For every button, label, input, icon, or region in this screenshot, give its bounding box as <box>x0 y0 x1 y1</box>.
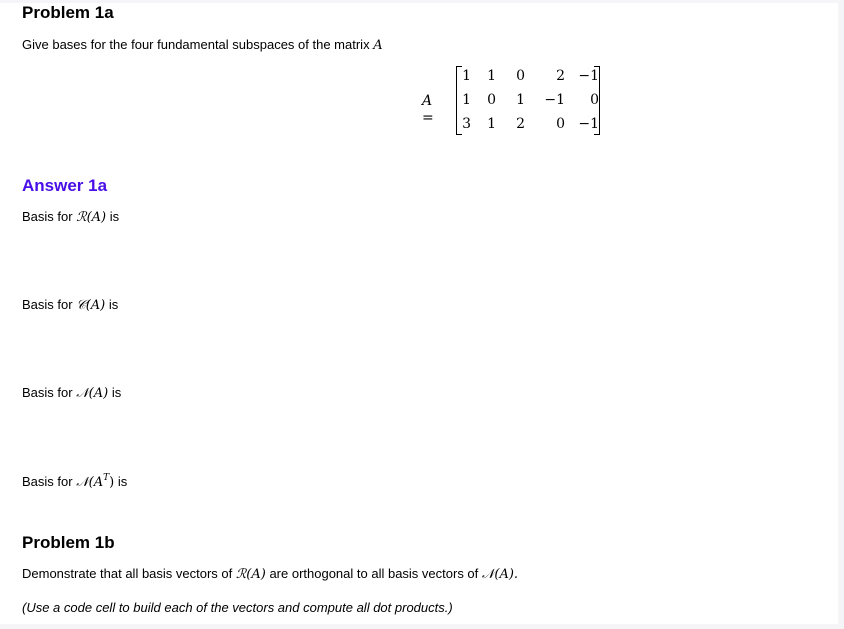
matrix-lhs-label: A = <box>422 93 434 126</box>
basis-row-space <box>22 209 119 225</box>
problem-1a-prompt-text: Give bases for the four fundamental subspaces of the matrix <box>22 37 370 52</box>
basis-suffix: is <box>109 209 120 224</box>
basis-column-space <box>22 297 118 313</box>
problem-1a-prompt <box>22 37 383 53</box>
problem-1b-title: Problem 1b <box>22 533 115 552</box>
matrix-cell: −1 <box>578 116 599 132</box>
matrix-cell: 2 <box>516 116 525 132</box>
space-argument: (A) <box>86 210 107 225</box>
space-argument: (A) <box>246 567 266 582</box>
bottom-edge <box>0 624 844 629</box>
right-edge <box>838 0 844 629</box>
problem-1b-instruction: (Use a code cell to build each of the vectors and compute all dot products.) <box>22 600 453 615</box>
basis-left-null-space <box>22 474 127 490</box>
space-argument: (A). <box>494 567 519 582</box>
problem-1a-title: Problem 1a <box>22 3 114 22</box>
matrix-cell: 1 <box>487 116 496 132</box>
problem-1a-prompt-var: A <box>373 38 383 53</box>
basis-prefix: Basis for <box>22 385 73 400</box>
matrix-cell: 0 <box>590 92 599 108</box>
matrix-lhs <box>422 92 434 126</box>
matrix-cell: 1 <box>487 68 496 84</box>
null-space-symbol: 𝒩 <box>76 386 89 401</box>
basis-prefix: Basis for <box>22 297 73 312</box>
matrix-cell: 2 <box>556 68 565 84</box>
basis-prefix: Basis for <box>22 209 73 224</box>
matrix-cell: 0 <box>487 92 496 108</box>
transpose-superscript: T <box>103 473 110 483</box>
space-argument-close: ) <box>109 475 115 490</box>
basis-suffix: is <box>117 474 128 489</box>
space-argument: (A) <box>85 298 106 313</box>
matrix-cell: 1 <box>462 92 471 108</box>
row-space-symbol: ℛ <box>235 567 247 582</box>
basis-suffix: is <box>108 297 119 312</box>
matrix-cell: 1 <box>462 68 471 84</box>
matrix-cell: −1 <box>544 92 565 108</box>
column-space-symbol: 𝒞 <box>76 298 86 313</box>
space-argument-open: (A <box>88 475 104 490</box>
matrix-cell: 0 <box>556 116 565 132</box>
matrix-cell: 3 <box>462 116 471 132</box>
problem-1b-text-a: Demonstrate that all basis vectors of <box>22 566 233 581</box>
problem-1b-text-b: are orthogonal to all basis vectors of <box>269 566 479 581</box>
basis-null-space <box>22 385 121 401</box>
top-edge <box>0 0 844 3</box>
row-space-symbol: ℛ <box>76 210 87 225</box>
basis-prefix: Basis for <box>22 474 73 489</box>
basis-suffix: is <box>111 385 122 400</box>
null-space-symbol: 𝒩 <box>481 567 495 582</box>
matrix-cell: 1 <box>516 92 525 108</box>
problem-1b-statement <box>22 566 518 582</box>
matrix-cell: 0 <box>516 68 525 84</box>
answer-1a-title: Answer 1a <box>22 176 108 195</box>
space-argument: (A) <box>88 386 109 401</box>
matrix-cell: −1 <box>578 68 599 84</box>
null-space-symbol: 𝒩 <box>76 475 89 490</box>
